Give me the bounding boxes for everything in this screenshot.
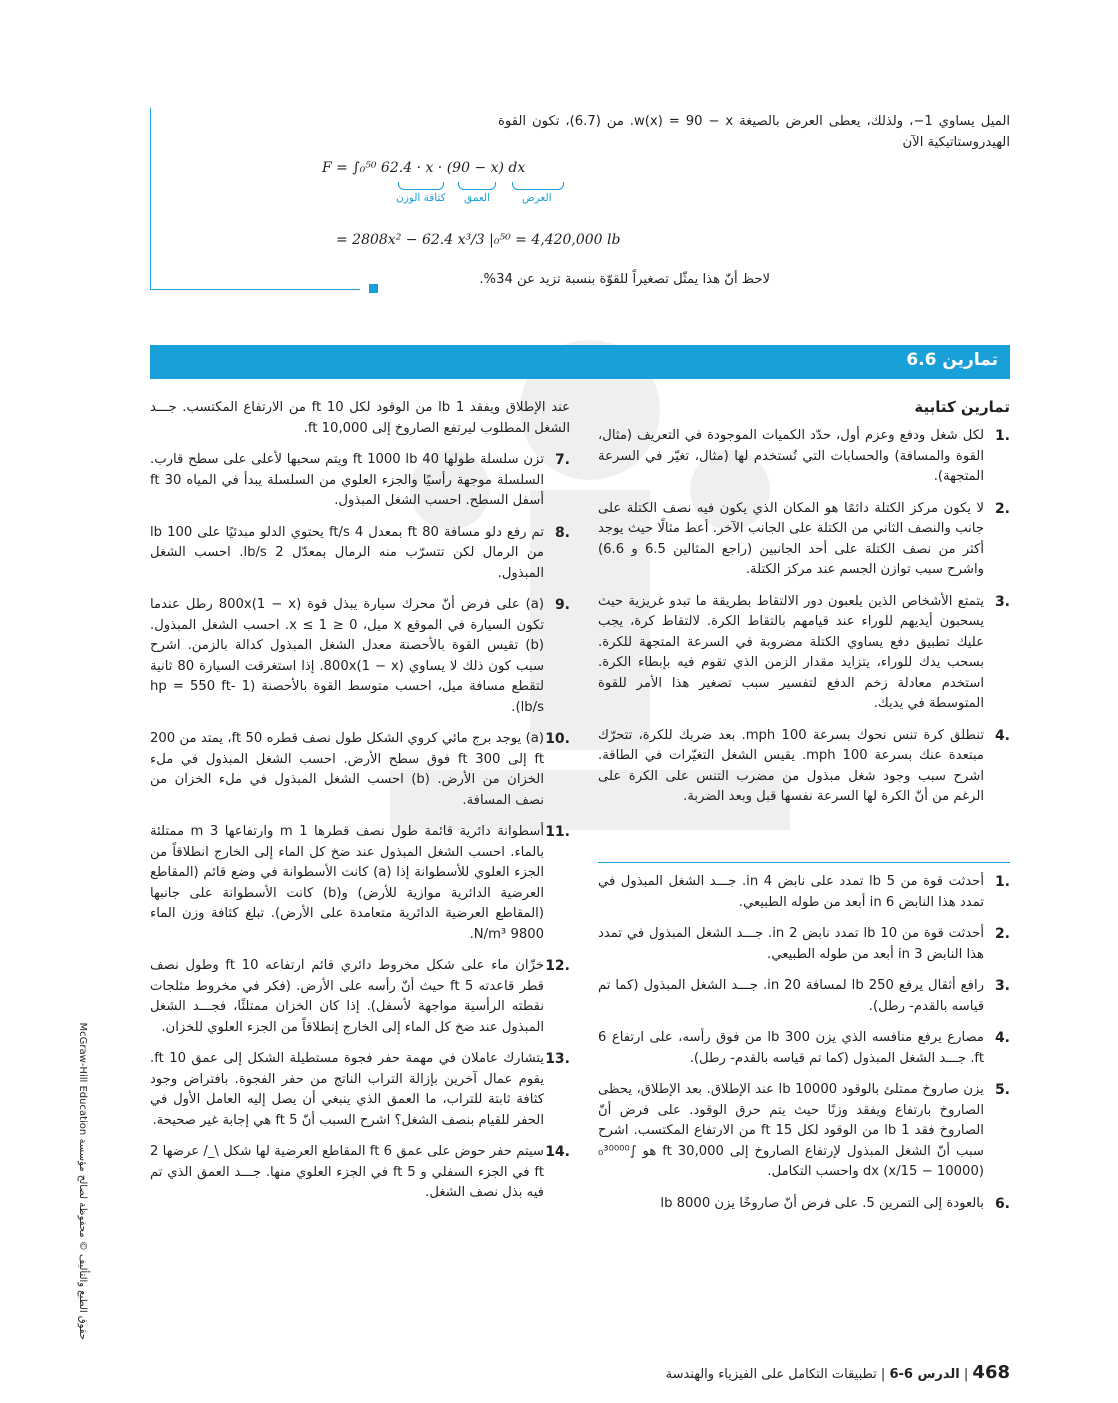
lesson-label: الدرس 6-6 — [889, 1367, 960, 1382]
exercise — [598, 1080, 1010, 1183]
exercise-number: 3. — [994, 593, 1010, 610]
example-note: لاحظ أنّ هذا يمثّل تصغيراً للقوّة بنسبة تزيد عن 34%. — [479, 272, 770, 287]
exercise-text: أسطوانة دائرية قائمة طول نصف قطرها 1 m وارتفاعها 3 m ممتلئة بالماء. احسب الشغل المبذول عند ضخ كل الماء إلى الخارج انطلاقاً من الجزء العلوي للأسطوانة إذا (a) كانت الأسطوانة في وضع قائم (المقاطع العرضية الدائرية موازية للأرض) و(b) كانت الأسطوانة على جانبها (المقاطع العرضية الدائرية متعامدة على الأرض). تبلغ كثافة وزن الماء 9800 N/m³. — [150, 824, 544, 942]
page-number: 468 — [972, 1362, 1010, 1383]
example-formula-line1: F = ∫₀⁵⁰ 62.4 · x · (90 − x) dx — [322, 160, 526, 176]
writing-exercise — [598, 499, 1010, 581]
exercise-number: 4. — [994, 1030, 1010, 1046]
example-end-square — [369, 284, 378, 293]
exercise-number: 12. — [545, 958, 570, 974]
exercise-number: 6. — [994, 1195, 1010, 1212]
exercise-continued — [150, 398, 570, 439]
example-formula-line2: = 2808x² − 62.4 x³/3 |₀⁵⁰ = 4,420,000 lb — [336, 232, 621, 248]
exercise-text: تزن سلسلة طولها 40 ft 1000 lb ويتم سحبها لأعلى على سطح قارب. السلسلة موجهة رأسيًا والجزء العلوي من السلسلة يبدأ في المياه 30 ft أسفل السطح. احسب الشغل المبذول. — [150, 452, 545, 508]
lesson-title: تطبيقات التكامل على الفيزياء والهندسة — [665, 1367, 877, 1382]
exercise-text: تم رفع دلو مسافة 80 ft بمعدل 4 ft/s يحتوي الدلو مبدئيًا على 100 lb من الرمال لكن تتسرّب منه الرمال بمعدّل 2 lb/s. احسب الشغل المبذول. — [150, 524, 545, 581]
exercise — [150, 595, 570, 718]
footer-separator: | — [880, 1367, 886, 1382]
exercise-text: عند الإطلاق ويفقد 1 lb من الوقود لكل 10 ft من الارتفاع المكتسب. جـــد الشغل المطلوب ليرتفع الصاروخ إلى 10,000 ft. — [150, 400, 570, 436]
exercise-number: 1. — [994, 874, 1010, 890]
footer-separator: | — [963, 1367, 969, 1382]
exercise-number: 9. — [554, 597, 570, 613]
left-column — [150, 398, 570, 1215]
label-weight-density: كثافة الوزن — [396, 192, 446, 204]
exercise — [150, 523, 570, 585]
exercise-number: 13. — [545, 1051, 570, 1067]
page-footer — [666, 1362, 1010, 1383]
exercise-text: بالعودة إلى التمرين 5. على فرض أنّ صاروخًا يزن 8000 lb — [660, 1195, 984, 1211]
brace-weight-density — [398, 182, 444, 190]
exercise-number: 7. — [554, 452, 570, 468]
exercise — [598, 872, 1010, 913]
exercise-text: يتشارك عاملان في مهمة حفر فجوة مستطيلة الشكل إلى عمق 10 ft. يقوم عمال آخرين بإزالة التراب الناتج من حفر الفجوة. بافتراض وجود كثافة ثابتة للتراب، ما العمق الذي ينبغي أن يصل إليه العامل الأول في الحفر للقيام بنصف الشغل؟ اشرح السبب أنّ 5 ft هي إجابة غير صحيحة. — [150, 1051, 544, 1128]
exercise-text: رافع أثقال يرفع 250 lb لمسافة 20 in. جـــد الشغل المبذول (كما تم قياسه بالقدم- رطل). — [598, 978, 984, 1014]
writing-exercises-heading: تمارين كتابية — [914, 398, 1010, 416]
exercise — [150, 1142, 570, 1204]
exercise-number: 2. — [994, 500, 1010, 517]
writing-exercise — [598, 592, 1010, 715]
exercise — [150, 729, 570, 811]
exercise-text: لا يكون مركز الكتلة دائمًا هو المكان الذي يكون فيه نصف الكتلة على جانب والنصف الثاني من الكتلة على الجانب الآخر. أعط مثالًا حيث يوجد أكثر من نصف الكتلة على أحد الجانبين (راجع المثالين 6.5 و 6.6) واشرح سبب توازن الجسم عند مركز الكتلة. — [598, 500, 984, 577]
exercise — [150, 450, 570, 512]
section-divider — [598, 862, 1010, 863]
exercise — [598, 1028, 1010, 1069]
exercise-number: 1. — [994, 428, 1010, 444]
right-column — [598, 398, 1010, 819]
exercise-text: سيتم حفر حوض على عمق 6 ft المقاطع العرضية لها شكل \_/ عرضها 2 ft في الجزء السفلي و 5 ft في الجزء العلوي منها. جـــد العمق الذي تم فيه بذل نصف الشغل. — [150, 1144, 544, 1200]
exercise-text: مصارع يرفع منافسه الذي يزن 300 lb من فوق رأسه، على ارتفاع 6 ft. جـــد الشغل المبذول (كما تم قياسه بالقدم- رطل). — [598, 1030, 984, 1066]
right-exercises — [598, 872, 1010, 1225]
writing-exercise — [598, 726, 1010, 808]
exercise-number: 11. — [545, 824, 570, 840]
exercise-number: 8. — [554, 524, 570, 541]
exercise-text: أحدثت قوة من 10 lb تمدد نابض 2 in. جـــد الشغل المبذول في تمدد هذا النابض 3 in أبعد من طوله الطبيعي. — [598, 926, 985, 962]
exercise-number: 14. — [545, 1144, 570, 1160]
section-title: تمارين 6.6 — [906, 350, 998, 370]
exercise-text: تنطلق كرة تنس نحوك بسرعة 100 mph. بعد ضربك للكرة، تتحرّك مبتعدة عنك بسرعة 100 mph. يقيس الشغل التغيّرات في الطاقة. اشرح سبب وجود شغل مبذول من مضرب التنس على الكرة على الرغم من أنّ الكرة لها السرعة نفسها قبل وبعد الضربة. — [598, 727, 984, 804]
example-border — [150, 108, 151, 290]
label-depth: العمق — [464, 192, 491, 204]
exercise — [598, 924, 1010, 965]
exercise-number: 4. — [994, 727, 1010, 744]
exercise-text: أحدثت قوة من 5 lb تمدد على نابض 4 in. جـــد الشغل المبذول في تمدد هذا النابض 6 in أبعد من طوله الطبيعي. — [598, 874, 984, 910]
exercise — [150, 956, 570, 1038]
example-intro: الميل يساوي 1−، ولذلك، يعطى العرض بالصيغة w(x) = 90 − x. من (6.7)، تكون القوة الهيدروستاتيكية الآن — [498, 114, 1011, 150]
example-bottom-rule — [150, 289, 360, 290]
exercise-number: 2. — [994, 926, 1010, 942]
exercise-text: (a) على فرض أنّ محرك سيارة يبذل قوة 800x(1 − x) رطل عندما تكون السيارة في الموقع x ميل، 0 ≤ x ≤ 1. احسب الشغل المبذول. (b) تقيس القوة بالأحصنة معدل الشغل المبذول كدالة بالزمن. اشرح سبب كون ذلك لا يساوي 800x(1 − x). إذا استغرقت السيارة 80 ثانية لتقطع مسافة ميل، احسب متوسط القوة بالأحصنة (1 hp = 550 ft-lb/s). — [150, 597, 544, 715]
exercise-number: 10. — [545, 731, 570, 747]
exercise — [598, 1194, 1010, 1215]
exercise-text: يزن صاروخ ممتلئ بالوقود 10000 lb عند الإطلاق. بعد الإطلاق، يحظى الصاروخ بارتفاع ويفقد وزنًا حيث يتم حرق الوقود. على فرض أنّ الصاروخ فقد 1 lb من الوقود لكل 15 ft من الارتفاع المكتسب. اشرح سبب أنّ الشغل المبذول لإرتفاع الصاروخ إلى 30,000 ft هو ∫₀³⁰⁰⁰⁰ (10000 − x/15) dx واحسب التكامل. — [598, 1082, 984, 1179]
exercise-number: 5. — [994, 1082, 1010, 1098]
brace-depth — [458, 182, 496, 190]
brace-width — [512, 182, 564, 190]
exercise — [150, 1049, 570, 1131]
exercise-text: (a) يوجد برج مائي كروي الشكل طول نصف قطره 50 ft، يمتد من 200 ft إلى 300 ft فوق سطح الأرض. احسب الشغل المبذول في ملء الخزان من الأرض. (b) احسب الشغل المبذول في ملء الخزان من نصف المسافة. — [150, 731, 544, 808]
copyright-notice: حقوق الطبع والتأليف © محفوظة لصالح مؤسسة McGraw-Hill Education — [77, 1022, 88, 1340]
exercise — [150, 822, 570, 945]
section-header-bar — [150, 345, 1010, 379]
exercise-text: خزّان ماء على شكل مخروط دائري قائم ارتفاعه 10 ft وطول نصف قطر قاعدته 5 ft حيث أنّ رأسه على الأرض. (فكر في مخروط مثلجات نقطته الرأسية مواجهة لأسفل). إذا كان الخزان ممتلئًا، فجـــد الشغل المبذول عند ضخ كل الماء إلى الخارج إنطلاقاً من الجزء العلوي للخزان. — [150, 958, 544, 1035]
writing-exercise — [598, 426, 1010, 488]
label-width: العرض — [522, 192, 552, 204]
exercise — [598, 976, 1010, 1017]
exercise-number: 3. — [994, 978, 1010, 994]
exercise-text: يتمتع الأشخاص الذين يلعبون دور الالتقاط بطريقة ما تبدو غريزية حيث يسحبون أيديهم للوراء عند قيامهم بالتقاط الكرة. لالتقاط كرة، يجب عليك تطبيق دفع يساوي الكتلة مضروبة في السرعة المتجهة للكرة. بسحب يدك للوراء، يتزايد مقدار الزمن الذي تقوم فيه بإبطاء الكرة. استخدم معادلة زخم الدفع لتفسير سبب تصغير هذا الأمر للقوة المتوسطة في يديك. — [598, 593, 984, 711]
exercise-text: لكل شغل ودفع وعزم أول، حدّد الكميات الموجودة في التعريف (مثال، القوة والمسافة) والحسابات التي تُستخدم لها (مثال، تغيّر في السرعة المتجهة). — [598, 428, 984, 484]
